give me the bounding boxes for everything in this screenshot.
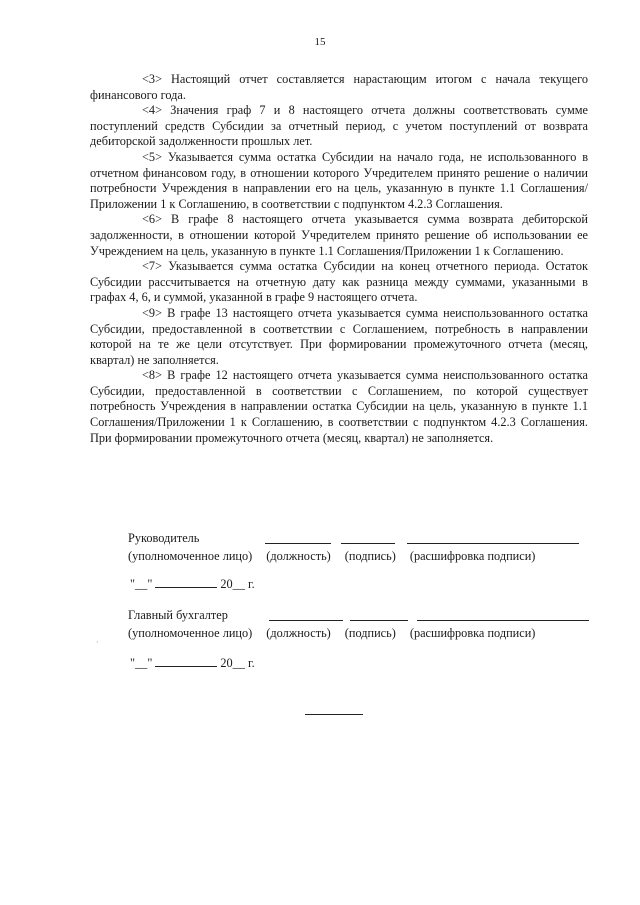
head-captions [128, 548, 598, 564]
footnote-5: <5> Указывается сумма остатка Субсидии на начало года, не использованного в отчетном финансовом году, в отношении которого Учредителем принято решение о наличии потребности Учреждения в направлении его на цель, указанную в пункте 1.1 Соглашения/Приложении 1 к Соглашению, в соответствии с подпунктом 4.2.3 Соглашения. [90, 149, 588, 211]
caption-authorized: (уполномоченное лицо) [128, 549, 253, 563]
accountant-date-day: "__" [130, 656, 153, 670]
caption-signature: (подпись) [344, 626, 396, 640]
caption-signature: (подпись) [344, 549, 396, 563]
footnote-8: <8> В графе 12 настоящего отчета указывается сумма неиспользованного остатка Субсидии, предоставленной в соответствии с Соглашением, по которой существует потребность Учреждения в направлении остатка Субсидии на цель, указанную в пункте 1.1 Соглашения/Приложении 1 к Соглашению, в соответствии с подпунктом 4.2.3 Соглашения. При формировании промежуточного отчета (месяц, квартал) не заполняется. [90, 368, 588, 445]
footnotes [90, 72, 588, 446]
caption-decoding: (расшифровка подписи) [409, 549, 536, 563]
head-date-day: "__" [130, 577, 153, 591]
accountant-title: Главный бухгалтер [128, 608, 228, 622]
footnote-6: <6> В графе 8 настоящего отчета указывается сумма возврата дебиторской задолженности, в отношении которой Учредителем принято решение об использовании ее Учреждением на цель, указанную в пункте 1.1 Соглашения/Приложении 1 к Соглашению. [90, 212, 588, 258]
accountant-date-line [130, 655, 255, 671]
accountant-date-month-blank[interactable] [155, 655, 217, 667]
accountant-position-blank[interactable] [269, 620, 343, 621]
accountant-decoding-blank[interactable] [417, 620, 589, 621]
caption-authorized: (уполномоченное лицо) [128, 626, 253, 640]
footnote-9: <9> В графе 13 настоящего отчета указывается сумма неиспользованного остатка Субсидии, предоставленной в соответствии с Соглашением, потребность в направлении которой на те же цели отсутствует. При формировании промежуточного отчета (месяц, квартал) не заполняется. [90, 305, 588, 367]
accountant-date-year: 20__ г. [220, 656, 255, 670]
footnote-3: <3> Настоящий отчет составляется нарастающим итогом с начала текущего финансового года. [90, 72, 588, 102]
accountant-captions [128, 625, 598, 641]
bottom-divider [305, 714, 363, 715]
footnote-4: <4> Значения граф 7 и 8 настоящего отчета должны соответствовать сумме поступлений средств Субсидии за отчетный период, с учетом поступлений от возврата дебиторской задолженности прошлых лет. [90, 103, 588, 149]
head-date-year: 20__ г. [220, 577, 255, 591]
caption-position: (должность) [266, 626, 331, 640]
head-signature-block [128, 530, 598, 564]
caption-position: (должность) [266, 549, 331, 563]
footnote-7: <7> Указывается сумма остатка Субсидии на конец отчетного периода. Остаток Субсидии рассчитывается на отчетную дату как разница между суммами, указанными в графах 4, 6, и суммой, указанной в графе 9 настоящего отчета. [90, 259, 588, 305]
head-signature-blank[interactable] [341, 543, 395, 544]
accountant-signature-block [128, 607, 598, 641]
head-title: Руководитель [128, 531, 200, 545]
head-date-month-blank[interactable] [155, 576, 217, 588]
head-date-line [130, 576, 255, 592]
accountant-signature-blank[interactable] [350, 620, 408, 621]
margin-mark: · [96, 638, 99, 647]
caption-decoding: (расшифровка подписи) [409, 626, 536, 640]
page-number: 15 [314, 36, 326, 48]
head-decoding-blank[interactable] [407, 543, 579, 544]
head-position-blank[interactable] [265, 543, 331, 544]
